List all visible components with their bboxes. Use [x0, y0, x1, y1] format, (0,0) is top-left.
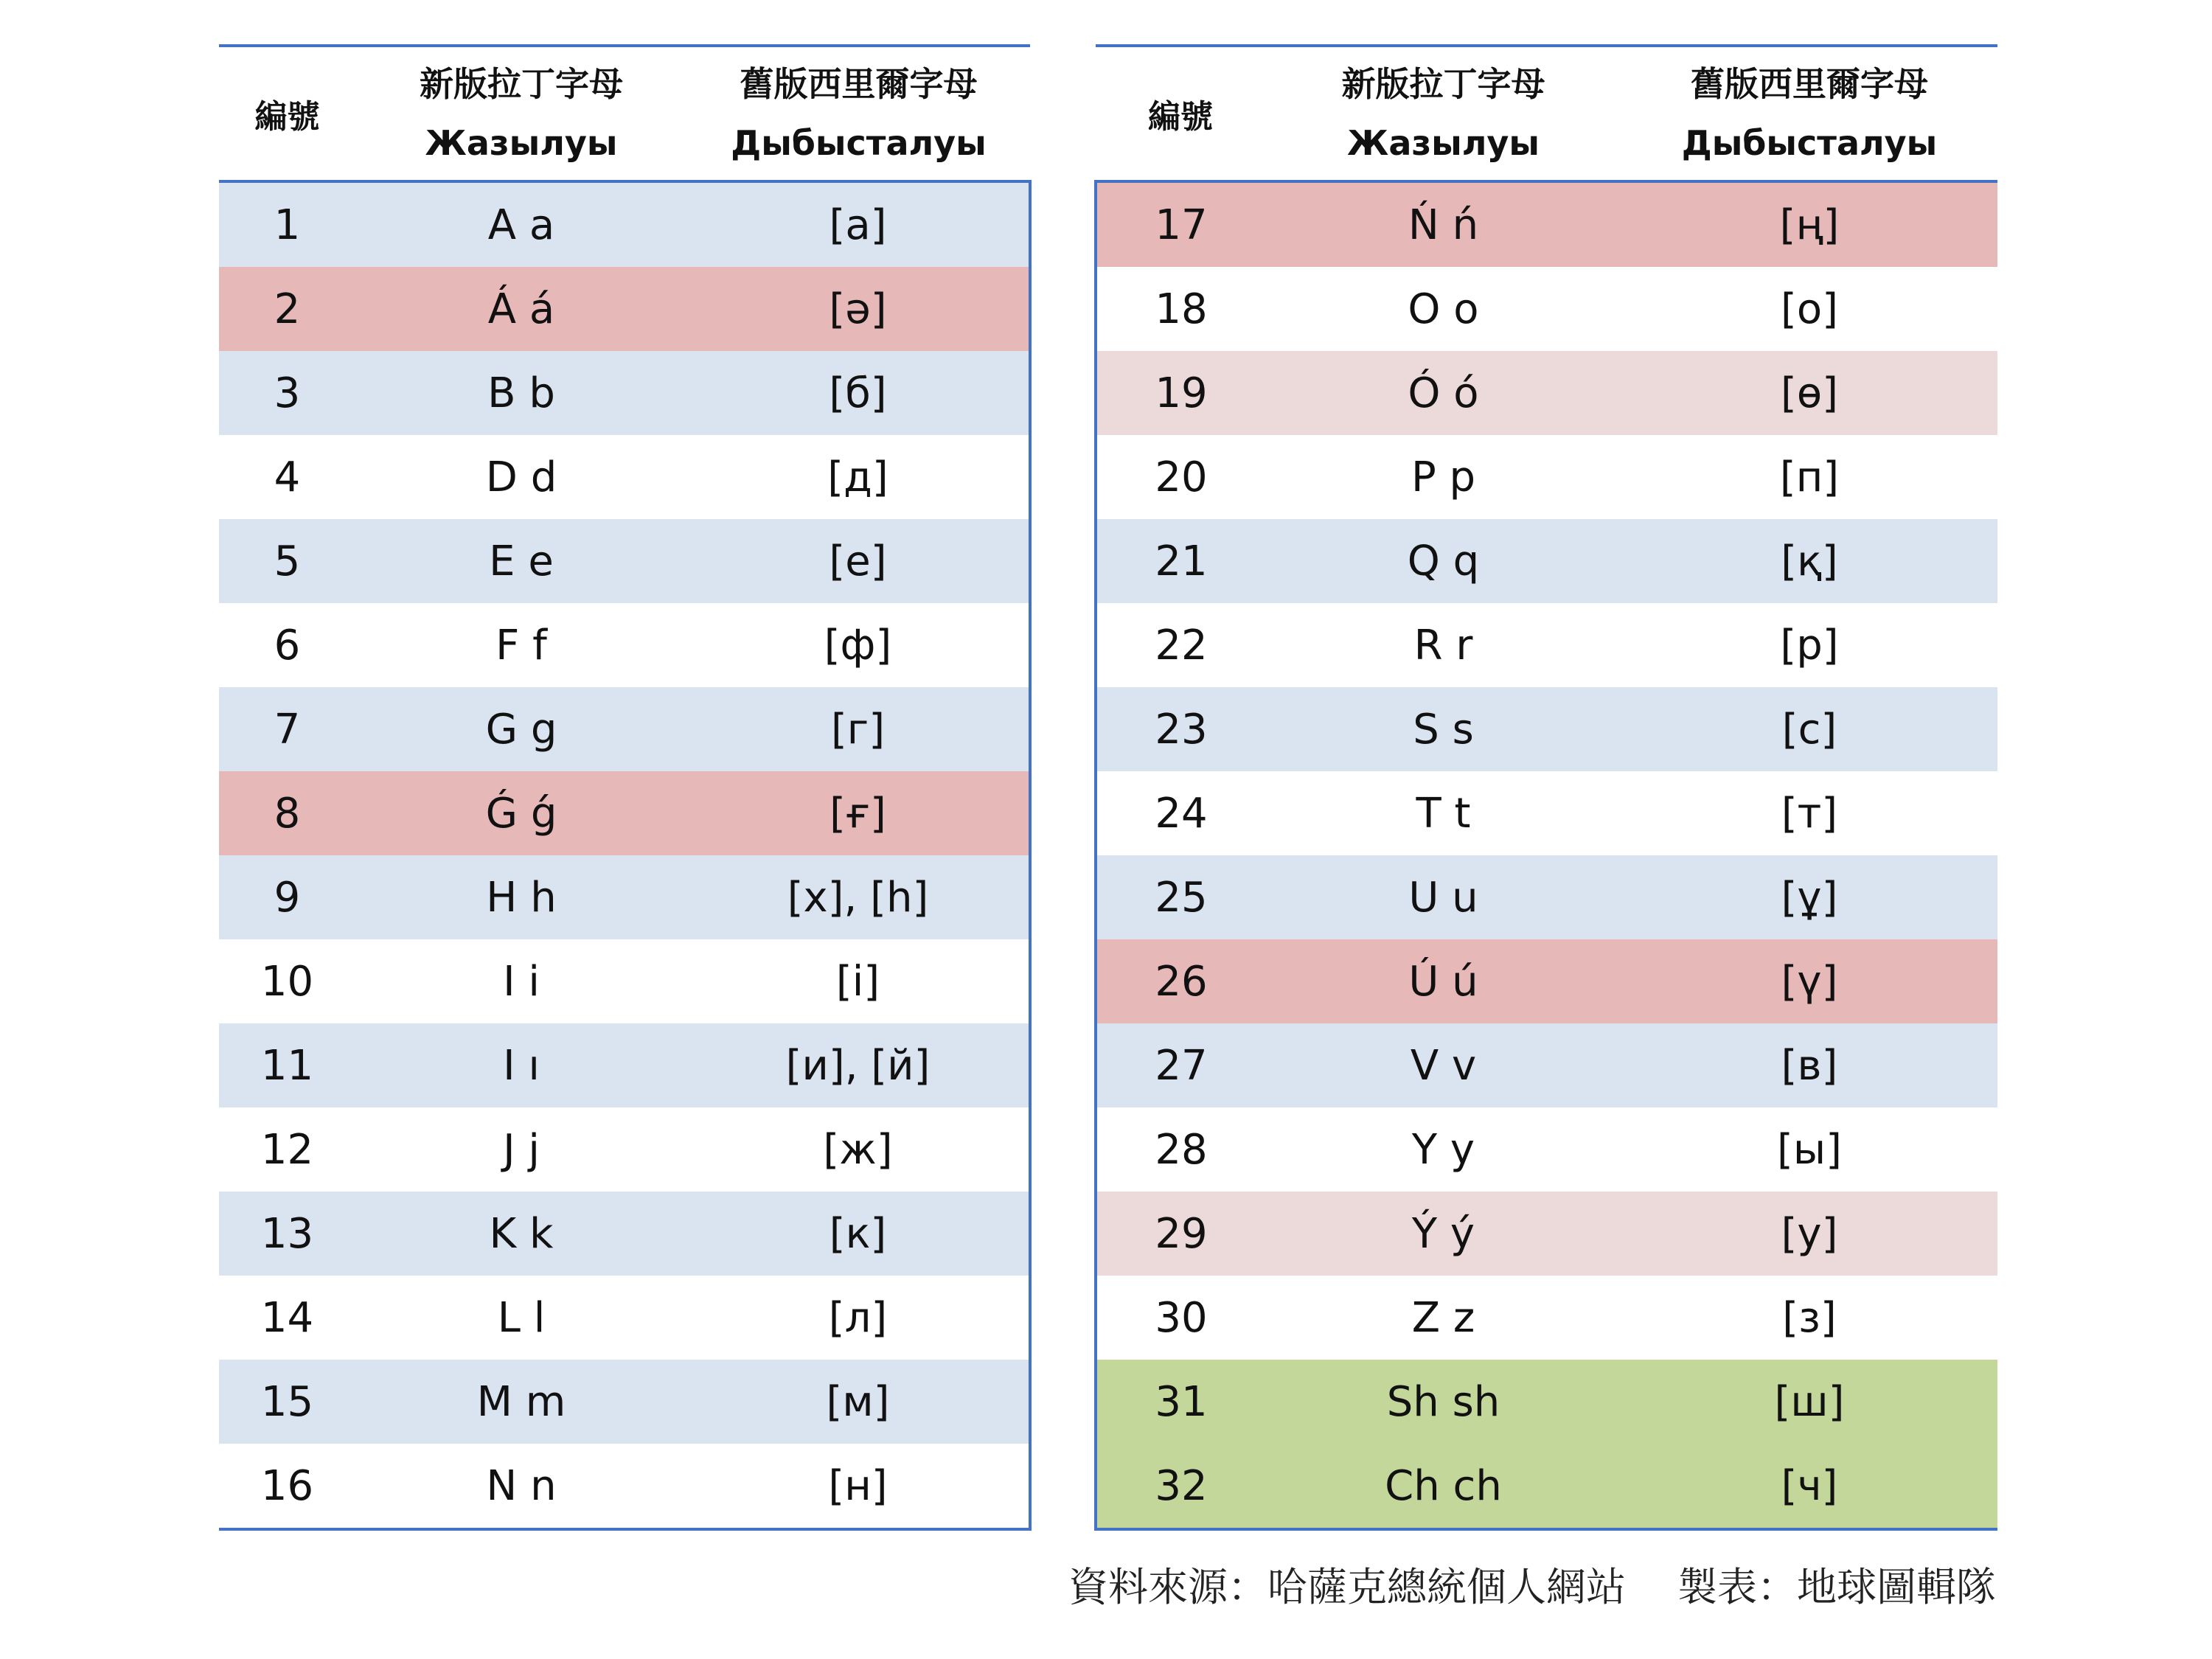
table-row	[1096, 435, 1997, 519]
cell-number: 24	[1096, 771, 1265, 855]
cell-number: 18	[1096, 267, 1265, 351]
cell-cyrillic: [з]	[1782, 1293, 1837, 1342]
cell-number: 30	[1096, 1276, 1265, 1360]
cell-latin: H h	[486, 873, 557, 922]
cell-latin: Ń ń	[1408, 201, 1479, 249]
header-cyrillic	[1621, 46, 1997, 181]
alphabet-table-right	[1094, 44, 1997, 1531]
header-latin-zh: 新版拉丁字母	[420, 64, 623, 104]
cell-cyrillic: [қ]	[1781, 537, 1838, 585]
cell-latin: Y y	[1411, 1125, 1475, 1174]
cell-cyrillic: [ү]	[1781, 957, 1838, 1006]
header-latin-kz: Жазылуы	[425, 123, 618, 163]
cell-cyrillic: [м]	[687, 1360, 1030, 1444]
cell-number: 14	[260, 1293, 314, 1342]
table-row	[219, 1023, 1030, 1107]
header-number: 編號	[1096, 46, 1265, 181]
table-row	[1096, 1023, 1997, 1107]
table-row	[219, 855, 1030, 939]
cell-number: 1	[274, 201, 301, 249]
cell-number: 7	[274, 705, 301, 754]
cell-latin: A a	[487, 201, 555, 249]
cell-latin: U u	[1408, 873, 1478, 922]
cell-latin: Sh sh	[1386, 1377, 1500, 1426]
table-row	[1096, 519, 1997, 603]
cell-latin: Á á	[487, 285, 555, 333]
cell-cyrillic: [у]	[1781, 1209, 1838, 1258]
table-row	[219, 1360, 1030, 1444]
cell-number: 4	[274, 453, 301, 501]
cell-latin: Ch ch	[1265, 1444, 1621, 1529]
table-row	[1096, 181, 1997, 267]
table-row	[219, 435, 1030, 519]
cell-number: 3	[274, 369, 301, 417]
cell-latin: L l	[497, 1293, 546, 1342]
table-row	[219, 1444, 1030, 1529]
cell-latin: K k	[489, 1209, 554, 1258]
cell-cyrillic: [о]	[1781, 285, 1838, 333]
table-row	[219, 1107, 1030, 1192]
alphabet-table-left	[219, 44, 1032, 1531]
cell-cyrillic: [н]	[687, 1444, 1030, 1529]
cell-number: 25	[1096, 855, 1265, 939]
cell-number: 28	[1096, 1107, 1265, 1192]
table-body-left	[219, 181, 1030, 1529]
table-row	[219, 939, 1030, 1023]
cell-number: 6	[274, 621, 301, 669]
table-row	[219, 603, 1030, 687]
left-table-panel	[219, 44, 1030, 1531]
cell-cyrillic: [ұ]	[1781, 873, 1838, 922]
cell-cyrillic: [г]	[687, 687, 1030, 771]
table-header	[1096, 46, 1997, 181]
header-latin	[1265, 46, 1621, 181]
cell-latin: J j	[503, 1125, 540, 1174]
cell-cyrillic: [ң]	[1779, 201, 1840, 249]
cell-number: 17	[1096, 181, 1265, 267]
cell-number: 5	[274, 537, 301, 585]
table-row	[1096, 687, 1997, 771]
cell-latin: F f	[495, 621, 547, 669]
cell-cyrillic: [е]	[687, 519, 1030, 603]
table-row	[1096, 1360, 1997, 1444]
source-note	[1068, 1556, 1996, 1613]
table-row	[1096, 939, 1997, 1023]
header-cyr-zh: 舊版西里爾字母	[740, 64, 978, 104]
cell-latin: Ú ú	[1408, 957, 1478, 1006]
header-cyr-kz: Дыбысталуы	[1681, 123, 1938, 163]
table-row	[1096, 1444, 1997, 1529]
cell-cyrillic: [в]	[1781, 1041, 1838, 1090]
cell-latin: D d	[485, 453, 557, 501]
cell-cyrillic: [ч]	[1621, 1444, 1997, 1529]
cell-cyrillic: [д]	[687, 435, 1030, 519]
table-row	[1096, 771, 1997, 855]
table-row	[1096, 1192, 1997, 1276]
table-row	[1096, 1107, 1997, 1192]
cell-latin: T t	[1416, 789, 1471, 838]
table-row	[1096, 1276, 1997, 1360]
cell-number: 23	[1096, 687, 1265, 771]
cell-cyrillic: [л]	[687, 1276, 1030, 1360]
header-latin	[355, 46, 687, 181]
cell-latin: M m	[476, 1377, 566, 1426]
cell-number: 12	[260, 1125, 314, 1174]
cell-latin: I ı	[503, 1041, 540, 1090]
header-latin-zh: 新版拉丁字母	[1341, 64, 1545, 104]
source-text: 資料來源：哈薩克總統個人網站	[1068, 1564, 1626, 1610]
cell-cyrillic: [х], [h]	[687, 855, 1030, 939]
cell-cyrillic: [а]	[687, 181, 1030, 267]
cell-number: 11	[260, 1041, 314, 1090]
cell-cyrillic: [с]	[1781, 705, 1837, 754]
cell-latin: I i	[503, 957, 540, 1006]
table-row	[1096, 267, 1997, 351]
cell-cyrillic: [к]	[687, 1192, 1030, 1276]
cell-number: 20	[1096, 435, 1265, 519]
cell-number: 31	[1096, 1360, 1265, 1444]
cell-number: 15	[260, 1377, 314, 1426]
table-row	[219, 181, 1030, 267]
cell-latin: Ý ý	[1411, 1209, 1475, 1258]
cell-cyrillic: [т]	[1781, 789, 1838, 838]
table-row	[219, 771, 1030, 855]
table-row	[219, 267, 1030, 351]
cell-latin: P p	[1411, 453, 1476, 501]
table-row	[219, 351, 1030, 435]
header-cyr-kz: Дыбысталуы	[731, 123, 987, 163]
cell-number: 22	[1096, 603, 1265, 687]
cell-number: 16	[219, 1444, 355, 1529]
cell-cyrillic: [ф]	[687, 603, 1030, 687]
cell-latin: G g	[485, 705, 557, 754]
cell-latin: Ó ó	[1408, 369, 1479, 417]
header-number: 編號	[219, 46, 355, 181]
cell-latin: Z z	[1411, 1293, 1475, 1342]
cell-latin: Ǵ ǵ	[485, 789, 557, 838]
cell-latin: N n	[355, 1444, 687, 1529]
cell-number: 27	[1096, 1023, 1265, 1107]
table-header	[219, 46, 1030, 181]
cell-cyrillic: [ы]	[1777, 1125, 1842, 1174]
cell-number: 26	[1096, 939, 1265, 1023]
cell-cyrillic: [п]	[1779, 453, 1840, 501]
cell-number: 13	[260, 1209, 314, 1258]
cell-latin: O o	[1408, 285, 1479, 333]
cell-cyrillic: [і]	[687, 939, 1030, 1023]
cell-cyrillic: [р]	[1780, 621, 1839, 669]
header-latin-kz: Жазылуы	[1347, 123, 1540, 163]
cell-cyrillic: [и], [й]	[687, 1023, 1030, 1107]
cell-latin: V v	[1410, 1041, 1477, 1090]
cell-cyrillic: [ш]	[1774, 1377, 1845, 1426]
cell-latin: R r	[1413, 621, 1473, 669]
made-by-text: 製表：地球圖輯隊	[1677, 1564, 1996, 1610]
cell-cyrillic: [ө]	[1781, 369, 1838, 417]
cell-cyrillic: [ж]	[687, 1107, 1030, 1192]
cell-number: 21	[1096, 519, 1265, 603]
cell-cyrillic: [б]	[687, 351, 1030, 435]
table-row	[219, 1192, 1030, 1276]
cell-latin: Q q	[1407, 537, 1480, 585]
table-row	[1096, 351, 1997, 435]
table-row	[1096, 603, 1997, 687]
table-row	[219, 1276, 1030, 1360]
right-table-panel	[1094, 44, 1996, 1531]
cell-latin: S s	[1413, 705, 1474, 754]
cell-latin: B b	[487, 369, 555, 417]
table-body-right	[1096, 181, 1997, 1529]
cell-number: 8	[274, 789, 301, 838]
table-row	[1096, 855, 1997, 939]
cell-number: 29	[1096, 1192, 1265, 1276]
cell-cyrillic: [ә]	[687, 267, 1030, 351]
cell-number: 9	[274, 873, 301, 922]
table-row	[219, 687, 1030, 771]
table-row	[219, 519, 1030, 603]
cell-latin: E e	[489, 537, 554, 585]
cell-cyrillic: [ғ]	[687, 771, 1030, 855]
cell-number: 32	[1096, 1444, 1265, 1529]
cell-number: 19	[1096, 351, 1265, 435]
cell-number: 2	[274, 285, 301, 333]
cell-number: 10	[260, 957, 314, 1006]
header-cyr-zh: 舊版西里爾字母	[1691, 64, 1928, 104]
header-cyrillic	[687, 46, 1030, 181]
